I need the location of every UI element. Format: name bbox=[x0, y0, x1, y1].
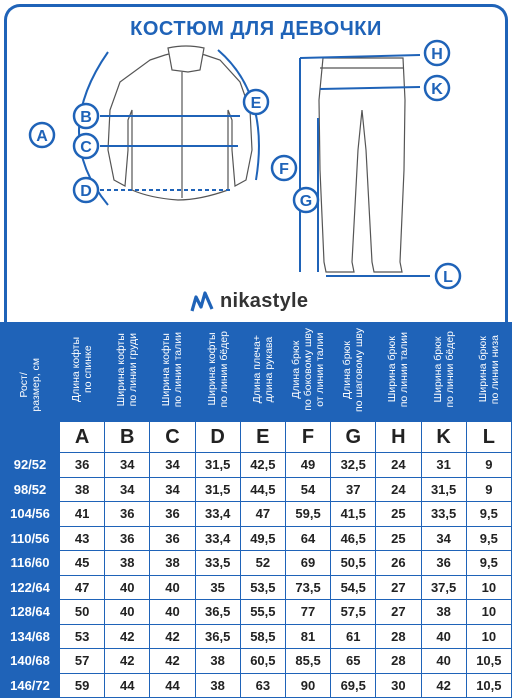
value-cell: 55,5 bbox=[240, 600, 285, 625]
value-cell: 61 bbox=[331, 624, 376, 649]
table-row bbox=[1, 502, 512, 527]
value-cell: 36 bbox=[60, 453, 105, 478]
value-cell: 43 bbox=[60, 526, 105, 551]
column-header: Длина плеча+ длина рукава bbox=[240, 323, 285, 422]
value-cell: 57 bbox=[60, 649, 105, 674]
value-cell: 34 bbox=[105, 453, 150, 478]
value-cell: 40 bbox=[105, 575, 150, 600]
value-cell: 25 bbox=[376, 502, 421, 527]
value-cell: 9,5 bbox=[466, 526, 511, 551]
value-cell: 33,5 bbox=[195, 551, 240, 576]
column-header: Ширина брюк по линии талии bbox=[376, 323, 421, 422]
value-cell: 10,5 bbox=[466, 649, 511, 674]
value-cell: 50 bbox=[60, 600, 105, 625]
column-header: Ширина кофты по линии талии bbox=[150, 323, 195, 422]
value-cell: 27 bbox=[376, 575, 421, 600]
svg-text:L: L bbox=[443, 269, 453, 286]
size-cell: 134/68 bbox=[1, 624, 60, 649]
marker-c bbox=[74, 134, 98, 158]
svg-text:B: B bbox=[80, 109, 92, 126]
size-cell: 122/64 bbox=[1, 575, 60, 600]
value-cell: 28 bbox=[376, 624, 421, 649]
column-letter: F bbox=[285, 422, 330, 453]
value-cell: 38 bbox=[150, 551, 195, 576]
garment-diagram bbox=[0, 0, 512, 322]
column-header: Длина брюк по шаговому шву bbox=[331, 323, 376, 422]
value-cell: 41,5 bbox=[331, 502, 376, 527]
value-cell: 33,4 bbox=[195, 526, 240, 551]
trousers-outline bbox=[319, 58, 405, 272]
value-cell: 9 bbox=[466, 477, 511, 502]
value-cell: 31 bbox=[421, 453, 466, 478]
table-row bbox=[1, 624, 512, 649]
value-cell: 44 bbox=[150, 673, 195, 698]
value-cell: 30 bbox=[376, 673, 421, 698]
value-cell: 31,5 bbox=[195, 453, 240, 478]
value-cell: 47 bbox=[240, 502, 285, 527]
value-cell: 42 bbox=[421, 673, 466, 698]
size-cell: 146/72 bbox=[1, 673, 60, 698]
marker-l bbox=[436, 264, 460, 288]
logo-text: nikastyle bbox=[220, 290, 309, 312]
svg-text:F: F bbox=[279, 161, 289, 178]
value-cell: 24 bbox=[376, 477, 421, 502]
value-cell: 42 bbox=[105, 624, 150, 649]
value-cell: 33,5 bbox=[421, 502, 466, 527]
value-cell: 52 bbox=[240, 551, 285, 576]
value-cell: 60,5 bbox=[240, 649, 285, 674]
value-cell: 90 bbox=[285, 673, 330, 698]
value-cell: 50,5 bbox=[331, 551, 376, 576]
value-cell: 34 bbox=[150, 453, 195, 478]
value-cell: 28 bbox=[376, 649, 421, 674]
value-cell: 37 bbox=[331, 477, 376, 502]
size-column-header: Рост/ размер, см bbox=[1, 323, 60, 453]
svg-text:H: H bbox=[431, 46, 443, 63]
jacket-collar bbox=[168, 46, 204, 72]
table-row bbox=[1, 551, 512, 576]
column-letter: G bbox=[331, 422, 376, 453]
value-cell: 27 bbox=[376, 600, 421, 625]
table-row bbox=[1, 673, 512, 698]
value-cell: 59 bbox=[60, 673, 105, 698]
value-cell: 40 bbox=[105, 600, 150, 625]
value-cell: 34 bbox=[150, 477, 195, 502]
value-cell: 42 bbox=[150, 624, 195, 649]
value-cell: 53 bbox=[60, 624, 105, 649]
marker-f bbox=[272, 156, 296, 180]
table-row bbox=[1, 453, 512, 478]
column-header: Длина кофты по спинке bbox=[60, 323, 105, 422]
value-cell: 59,5 bbox=[285, 502, 330, 527]
value-cell: 44,5 bbox=[240, 477, 285, 502]
value-cell: 54 bbox=[285, 477, 330, 502]
column-letter: C bbox=[150, 422, 195, 453]
value-cell: 64 bbox=[285, 526, 330, 551]
value-cell: 38 bbox=[105, 551, 150, 576]
value-cell: 46,5 bbox=[331, 526, 376, 551]
value-cell: 26 bbox=[376, 551, 421, 576]
size-cell: 140/68 bbox=[1, 649, 60, 674]
value-cell: 42 bbox=[150, 649, 195, 674]
value-cell: 10 bbox=[466, 624, 511, 649]
table-row bbox=[1, 600, 512, 625]
value-cell: 40 bbox=[421, 649, 466, 674]
value-cell: 9,5 bbox=[466, 551, 511, 576]
marker-e bbox=[244, 90, 268, 114]
column-letter: H bbox=[376, 422, 421, 453]
column-header: Ширина кофты по линии груди bbox=[105, 323, 150, 422]
value-cell: 31,5 bbox=[195, 477, 240, 502]
value-cell: 47 bbox=[60, 575, 105, 600]
value-cell: 65 bbox=[331, 649, 376, 674]
size-cell: 116/60 bbox=[1, 551, 60, 576]
value-cell: 40 bbox=[150, 600, 195, 625]
value-cell: 25 bbox=[376, 526, 421, 551]
column-letter: B bbox=[105, 422, 150, 453]
value-cell: 35 bbox=[195, 575, 240, 600]
brand-logo bbox=[190, 290, 308, 313]
value-cell: 37,5 bbox=[421, 575, 466, 600]
marker-d bbox=[74, 178, 98, 202]
column-header: Длина брюк по боковому шву от линии талии bbox=[285, 323, 330, 422]
column-letter: L bbox=[466, 422, 511, 453]
value-cell: 69 bbox=[285, 551, 330, 576]
value-cell: 85,5 bbox=[285, 649, 330, 674]
table-row bbox=[1, 649, 512, 674]
column-header: Ширина кофты по линии бёдер bbox=[195, 323, 240, 422]
marker-g bbox=[294, 188, 318, 212]
value-cell: 38 bbox=[195, 649, 240, 674]
svg-text:E: E bbox=[250, 95, 262, 112]
value-cell: 33,4 bbox=[195, 502, 240, 527]
value-cell: 10 bbox=[466, 600, 511, 625]
svg-text:A: A bbox=[36, 128, 48, 145]
value-cell: 42 bbox=[105, 649, 150, 674]
column-header: Ширина брюк по линии низа bbox=[466, 323, 511, 422]
svg-text:G: G bbox=[299, 193, 313, 210]
value-cell: 69,5 bbox=[331, 673, 376, 698]
size-cell: 92/52 bbox=[1, 453, 60, 478]
value-cell: 44 bbox=[105, 673, 150, 698]
value-cell: 58,5 bbox=[240, 624, 285, 649]
marker-h bbox=[425, 41, 449, 65]
value-cell: 36 bbox=[421, 551, 466, 576]
jacket-outline bbox=[108, 50, 252, 200]
size-cell: 104/56 bbox=[1, 502, 60, 527]
column-letter: A bbox=[60, 422, 105, 453]
svg-text:C: C bbox=[80, 139, 92, 156]
value-cell: 42,5 bbox=[240, 453, 285, 478]
table-row bbox=[1, 477, 512, 502]
value-cell: 34 bbox=[105, 477, 150, 502]
column-letter: E bbox=[240, 422, 285, 453]
value-cell: 45 bbox=[60, 551, 105, 576]
logo-icon bbox=[190, 291, 214, 313]
value-cell: 49,5 bbox=[240, 526, 285, 551]
value-cell: 40 bbox=[150, 575, 195, 600]
value-cell: 10,5 bbox=[466, 673, 511, 698]
value-cell: 34 bbox=[421, 526, 466, 551]
value-cell: 36 bbox=[105, 502, 150, 527]
column-header: Ширина брюк по линии бёдер bbox=[421, 323, 466, 422]
value-cell: 36,5 bbox=[195, 624, 240, 649]
size-cell: 110/56 bbox=[1, 526, 60, 551]
value-cell: 63 bbox=[240, 673, 285, 698]
value-cell: 9 bbox=[466, 453, 511, 478]
value-cell: 9,5 bbox=[466, 502, 511, 527]
size-cell: 128/64 bbox=[1, 600, 60, 625]
marker-b bbox=[74, 104, 98, 128]
value-cell: 57,5 bbox=[331, 600, 376, 625]
marker-a bbox=[30, 123, 54, 147]
column-letter: K bbox=[421, 422, 466, 453]
value-cell: 49 bbox=[285, 453, 330, 478]
column-letter: D bbox=[195, 422, 240, 453]
value-cell: 32,5 bbox=[331, 453, 376, 478]
value-cell: 77 bbox=[285, 600, 330, 625]
value-cell: 36 bbox=[150, 502, 195, 527]
value-cell: 54,5 bbox=[331, 575, 376, 600]
value-cell: 31,5 bbox=[421, 477, 466, 502]
value-cell: 10 bbox=[466, 575, 511, 600]
size-cell: 98/52 bbox=[1, 477, 60, 502]
value-cell: 36 bbox=[150, 526, 195, 551]
table-row bbox=[1, 526, 512, 551]
value-cell: 38 bbox=[421, 600, 466, 625]
value-cell: 53,5 bbox=[240, 575, 285, 600]
page-title: КОСТЮМ ДЛЯ ДЕВОЧКИ bbox=[130, 18, 382, 40]
size-table bbox=[0, 322, 512, 698]
table-row bbox=[1, 575, 512, 600]
value-cell: 40 bbox=[421, 624, 466, 649]
value-cell: 38 bbox=[195, 673, 240, 698]
value-cell: 41 bbox=[60, 502, 105, 527]
value-cell: 73,5 bbox=[285, 575, 330, 600]
value-cell: 36 bbox=[105, 526, 150, 551]
value-cell: 81 bbox=[285, 624, 330, 649]
value-cell: 36,5 bbox=[195, 600, 240, 625]
svg-text:D: D bbox=[80, 183, 92, 200]
value-cell: 24 bbox=[376, 453, 421, 478]
marker-k bbox=[425, 76, 449, 100]
value-cell: 38 bbox=[60, 477, 105, 502]
svg-text:K: K bbox=[431, 81, 443, 98]
